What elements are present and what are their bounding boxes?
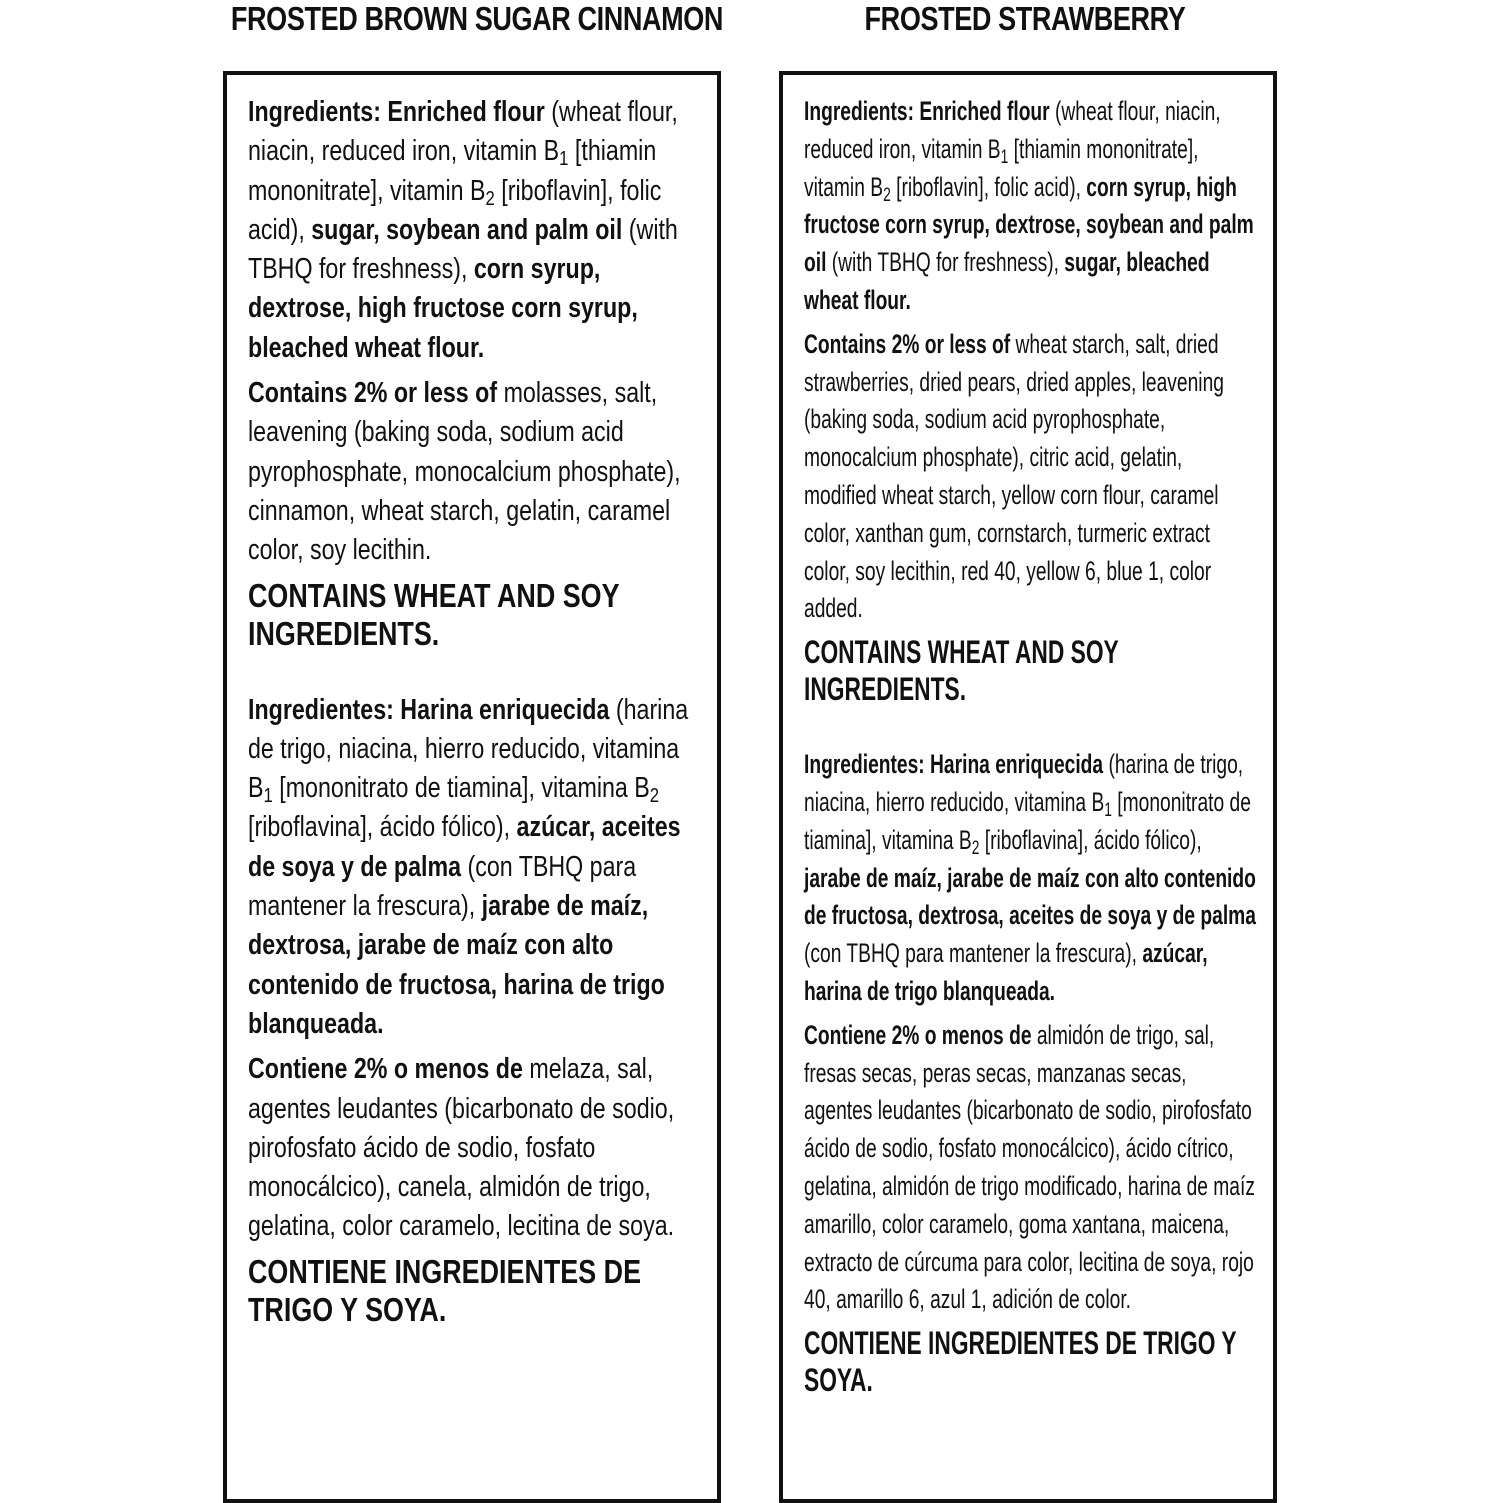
bold-text-run: Contiene 2% o menos de — [804, 1019, 1032, 1050]
bold-text-run: Contains 2% or less of — [248, 377, 498, 410]
english-ingredients — [248, 93, 703, 368]
product-title-brown-sugar-cinnamon: FROSTED BROWN SUGAR CINNAMON — [230, 0, 724, 37]
panel-content — [804, 93, 1260, 1399]
text-run: (con TBHQ para mantener la frescura), — [804, 938, 1143, 969]
ingredients-panel-strawberry — [779, 71, 1277, 1503]
text-run: [riboflavina], ácido fólico), — [248, 811, 517, 844]
subscript-text: 1 — [1104, 798, 1112, 821]
subscript-text: 1 — [1000, 145, 1009, 168]
bold-text-run: Contains 2% or less of — [804, 328, 1011, 359]
text-run: [thiamin mononitrate], vitamin B — [248, 135, 657, 207]
text-run: [thiamin mononitrate], vitamin B — [804, 133, 1199, 202]
section-divider — [804, 708, 1260, 746]
bold-text-run: Ingredients: Enriched flour — [248, 96, 545, 128]
panel-content — [248, 93, 703, 1329]
bold-text-run: corn syrup, high fructose corn syrup, dextrose, soybean and palm oil — [804, 171, 1254, 278]
text-run: (with TBHQ for freshness), — [826, 247, 1065, 278]
text-run: wheat starch, salt, dried strawberries, dried pears, dried apples, leavening (baking soda, sodium acid pyrophosphate, monocalcium phosphate), citric acid, gelatin, modified wheat starch, yellow corn flour, caramel color, xanthan gum, cornstarch, turmeric extract color, soy lecithin, red 40, yellow 6, blue 1, color added. — [804, 328, 1224, 624]
text-run: (wheat flour, niacin, reduced iron, vitamin B — [804, 96, 1221, 164]
panel-text-block — [804, 93, 1260, 1399]
spanish-minor-ingredients — [248, 1050, 703, 1246]
bold-text-run: jarabe de maíz, dextrosa, jarabe de maíz con alto contenido de fructosa, harina de trigo blanqueada. — [248, 890, 665, 1040]
english-minor-ingredients — [804, 326, 1260, 628]
bold-text-run: jarabe de maíz, jarabe de maíz con alto contenido de fructosa, dextrosa, aceites de soya y de palma — [804, 862, 1256, 931]
text-run: [riboflavin], folic acid), — [890, 171, 1087, 202]
text-run: (harina de trigo, niacina, hierro reducido, vitamina B — [248, 693, 689, 805]
bold-text-run: azúcar, harina de trigo blanqueada. — [804, 938, 1208, 1006]
section-divider — [248, 653, 703, 691]
text-run: [riboflavin], folic acid), — [248, 174, 662, 246]
subscript-text: 2 — [883, 183, 891, 206]
product-title-strawberry: FROSTED STRAWBERRY — [864, 0, 1186, 37]
text-run: [mononitrato de tiamina], vitamina B — [272, 772, 650, 805]
bold-text-run: corn syrup, dextrose, high fructose corn syrup, bleached wheat flour. — [248, 253, 638, 364]
spanish-allergen-statement: CONTIENE INGREDIENTES DE TRIGO Y SOYA. — [804, 1325, 1237, 1399]
text-run: (with TBHQ for freshness), — [248, 213, 678, 286]
bold-text-run: sugar, soybean and palm oil — [311, 213, 623, 246]
panel-text-block — [248, 93, 703, 1329]
bold-text-run: azúcar, aceites de soya y de palma — [248, 811, 681, 883]
subscript-text: 2 — [485, 186, 495, 210]
ingredients-panel-brown-sugar-cinnamon — [223, 71, 721, 1503]
text-run: [riboflavina], ácido fólico), — [979, 824, 1202, 855]
text-run: [mononitrato de tiamina], vitamina B — [804, 786, 1251, 855]
spanish-ingredients — [804, 746, 1260, 1011]
subscript-text: 1 — [559, 147, 569, 171]
bold-text-run: Ingredients: Enriched flour — [804, 96, 1050, 126]
text-run: molasses, salt, leavening (baking soda, sodium acid pyrophosphate, monocalcium phosphate), cinnamon, wheat starch, gelatin, caramel color, soy lecithin. — [248, 377, 681, 567]
text-run: (con TBHQ para mantener la frescura), — [248, 850, 637, 923]
spanish-ingredients — [248, 691, 703, 1045]
bold-text-run: Contiene 2% o menos de — [248, 1053, 523, 1086]
bold-text-run: Ingredientes: Harina enriquecida — [804, 749, 1104, 780]
english-allergen-statement: CONTAINS WHEAT AND SOY INGREDIENTS. — [248, 576, 620, 652]
english-allergen-statement: CONTAINS WHEAT AND SOY INGREDIENTS. — [804, 634, 1119, 708]
text-run: almidón de trigo, sal, fresas secas, peras secas, manzanas secas, agentes leudantes (bicarbonato de sodio, pirofosfato ácido de sodio, fosfato monocálcico), ácido cítrico, gelatina, almidón de trigo modificado, harina de maíz amarillo, color caramelo, goma xantana, maicena, extracto de cúrcuma para color, lecitina de soya, rojo 40, amarillo 6, azul 1, adición de color. — [804, 1019, 1255, 1315]
subscript-text: 2 — [649, 784, 660, 808]
text-run: (harina de trigo, niacina, hierro reducido, vitamina B — [804, 749, 1244, 817]
text-run: (wheat flour, niacin, reduced iron, vitamin B — [248, 96, 678, 168]
spanish-allergen-statement: CONTIENE INGREDIENTES DE TRIGO Y SOYA. — [248, 1252, 642, 1328]
bold-text-run: sugar, bleached wheat flour. — [804, 247, 1210, 315]
subscript-text: 2 — [971, 836, 980, 859]
text-run: melaza, sal, agentes leudantes (bicarbonato de sodio, pirofosfato ácido de sodio, fosfato monocálcico), canela, almidón de trigo, gelatina, color caramelo, lecitina de soya. — [248, 1053, 675, 1243]
subscript-text: 1 — [263, 784, 273, 808]
bold-text-run: Ingredientes: Harina enriquecida — [248, 693, 610, 726]
english-minor-ingredients — [248, 374, 703, 570]
spanish-minor-ingredients — [804, 1017, 1260, 1319]
english-ingredients — [804, 93, 1260, 320]
